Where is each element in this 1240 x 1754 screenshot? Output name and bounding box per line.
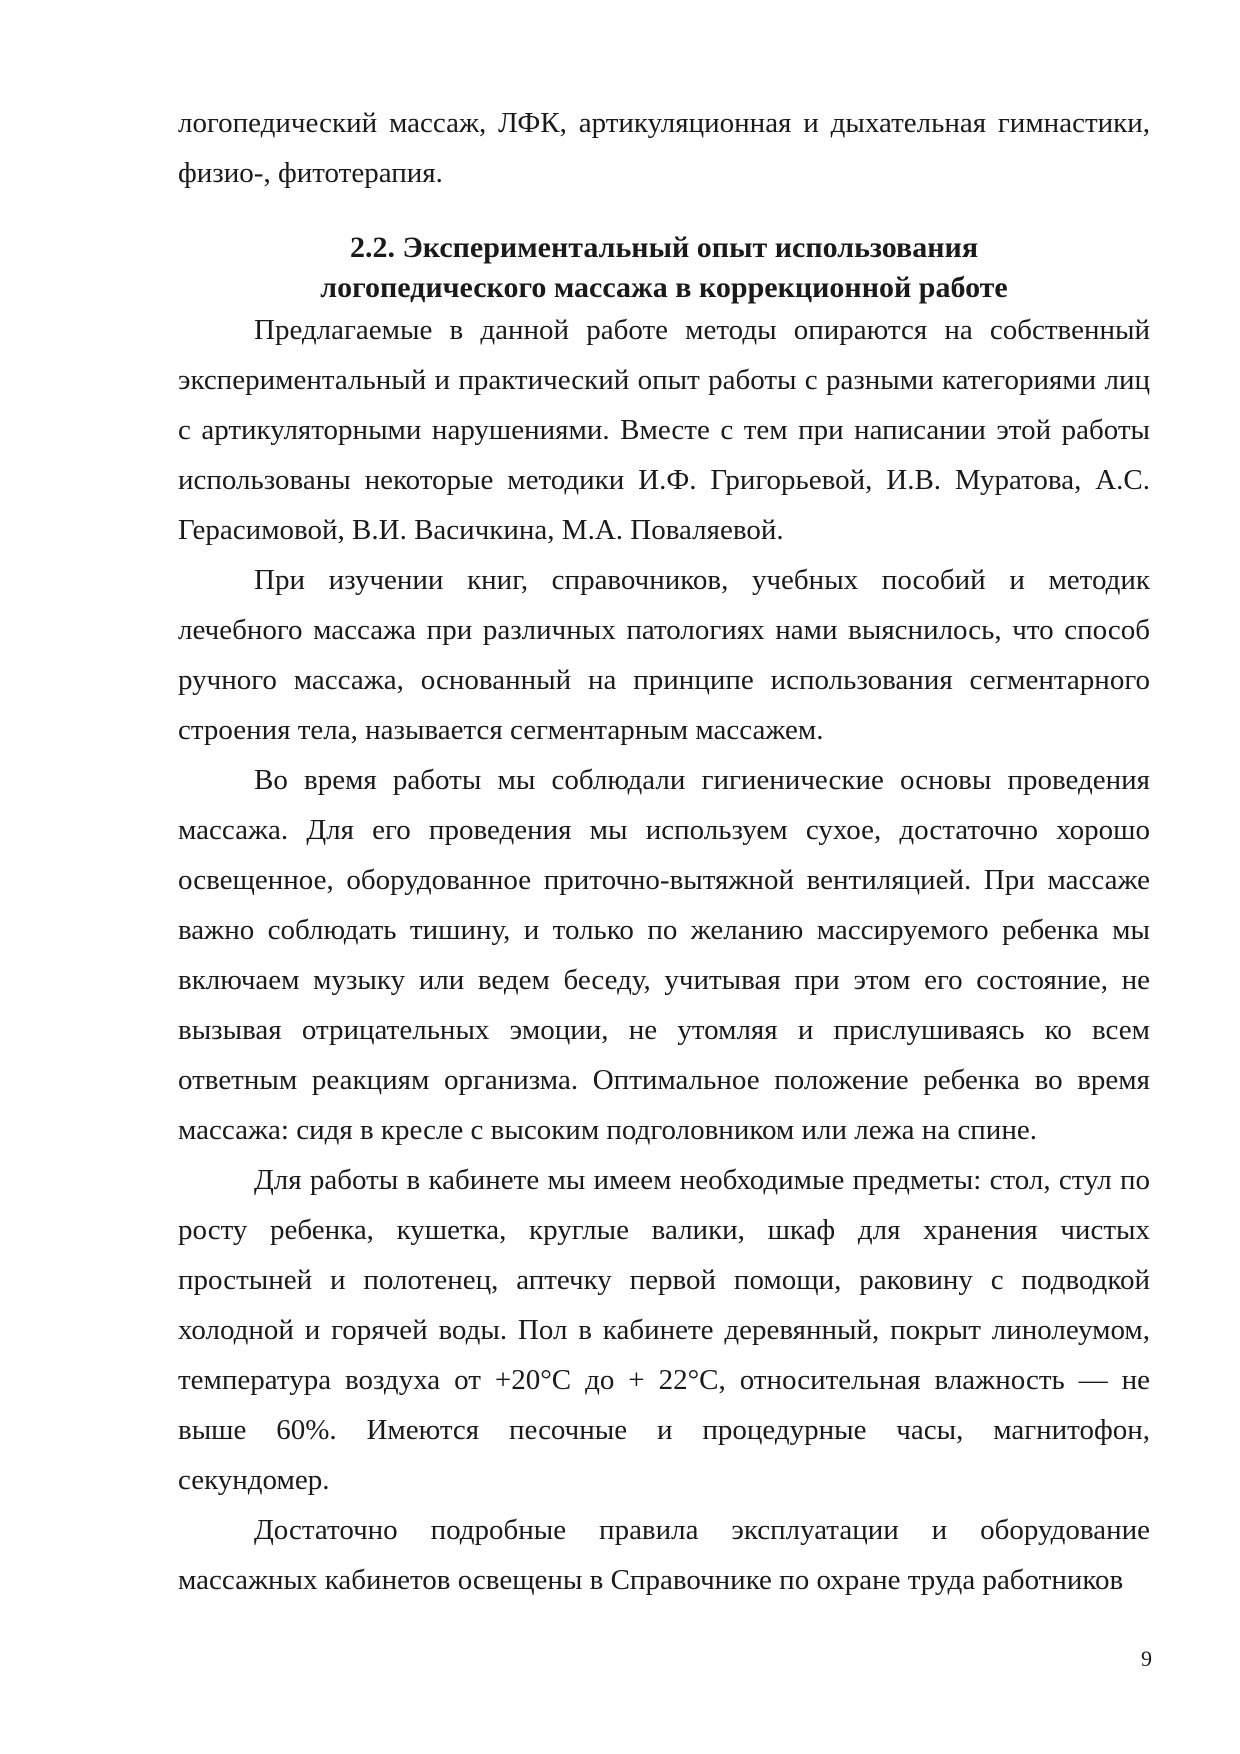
- paragraph-rules: Достаточно подробные правила эксплуатации и оборудование массажных кабинетов освещены в Справочнике по охране труда работников: [178, 1514, 1150, 1596]
- paragraph-methods: Предлагаемые в данной работе методы опираются на собственный экспериментальный и практический опыт работы с разными категориями лиц с артикуляторными нарушениями. Вместе с тем при написании этой работы использованы некоторые методики И.Ф. Григорьевой, И.В. Муратова, А.С. Герасимовой, В.И. Васичкина, М.А. Поваляевой.: [178, 314, 1150, 546]
- paragraph-equipment: Для работы в кабинете мы имеем необходимые предметы: стол, стул по росту ребенка, кушетка, круглые валики, шкаф для хранения чистых простыней и полотенец, аптечку первой помощи, раковину с подводкой холодной и горячей воды. Пол в кабинете деревянный, покрыт линолеумом, температура воздуха от +20°С до + 22°С, относительная влажность — не выше 60%. Имеются песочные и процедурные часы, магнитофон, секундомер.: [178, 1164, 1150, 1496]
- section-heading-line-1: 2.2. Экспериментальный опыт использования: [349, 231, 979, 264]
- page-number: 9: [1141, 1646, 1152, 1671]
- section-heading-line-2: логопедического массажа в коррекционной работе: [320, 271, 1008, 304]
- intro-paragraph: логопедический массаж, ЛФК, артикуляционная и дыхательная гимнастики, физио-, фитотерапия.: [178, 107, 1150, 189]
- section-heading: [178, 228, 1150, 308]
- paragraph-hygiene: Во время работы мы соблюдали гигиенические основы проведения массажа. Для его проведения мы используем сухое, достаточно хорошо освещенное, оборудованное приточно-вытяжной вентиляцией. При массаже важно соблюдать тишину, и только по желанию массируемого ребенка мы включаем музыку или ведем беседу, учитывая при этом его состояние, не вызывая отрицательных эмоции, не утомляя и прислушиваясь ко всем ответным реакциям организма. Оптимальное положение ребенка во время массажа: сидя в кресле с высоким подголовником или лежа на спине.: [178, 764, 1150, 1146]
- paragraph-segmental-massage: При изучении книг, справочников, учебных пособий и методик лечебного массажа при различных патологиях нами выяснилось, что способ ручного массажа, основанный на принципе использования сегментарного строения тела, называется сегментарным массажем.: [178, 564, 1150, 746]
